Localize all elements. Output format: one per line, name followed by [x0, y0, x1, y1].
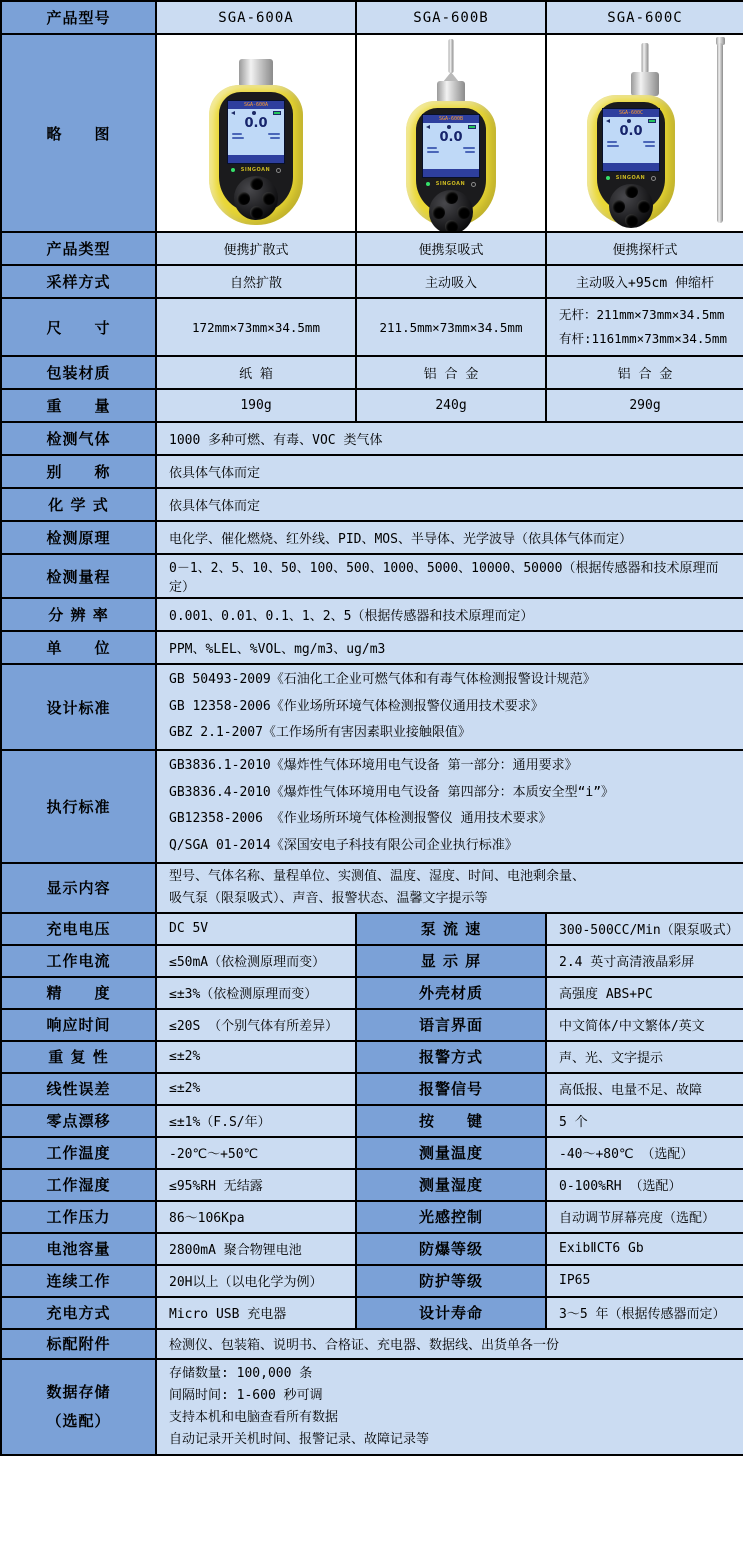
spec-value-right: 0-100%RH （选配） — [546, 1169, 743, 1201]
storage-line: 存储数量: 100,000 条 — [169, 1365, 313, 1381]
data-storage-row — [1, 1359, 743, 1455]
row-label: 别 称 — [1, 455, 156, 488]
row-label: 产品类型 — [1, 232, 156, 265]
row-label: 执行标准 — [1, 750, 156, 863]
fan-icon — [447, 125, 451, 129]
storage-label-line1: 数据存储 — [46, 1383, 111, 1402]
row-value: PPM、%LEL、%VOL、mg/m3、ug/m3 — [156, 631, 743, 664]
standard-line: Q/SGA 01-2014《深国安电子科技有限公司企业执行标准》 — [169, 837, 518, 853]
telescopic-rod — [717, 43, 723, 223]
sketch-label: 略 图 — [1, 34, 156, 232]
display-content-value — [156, 863, 743, 913]
spec-value-left: 20H以上（以电化学为例） — [156, 1265, 356, 1297]
spec-value-left: Micro USB 充电器 — [156, 1297, 356, 1329]
spec-label-right: 防护等级 — [356, 1265, 546, 1297]
spec-label-right: 测量温度 — [356, 1137, 546, 1169]
row-label: 尺 寸 — [1, 298, 156, 356]
storage-line: 支持本机和电脑查看所有数据 — [169, 1409, 339, 1425]
display-lines — [169, 866, 737, 910]
full-width-row — [1, 631, 743, 664]
spec-row — [1, 977, 743, 1009]
spec-value-right: 300-500CC/Min（限泵吸式） — [546, 913, 743, 945]
left-button — [432, 206, 445, 219]
device-body — [406, 101, 496, 227]
sensor-cap — [437, 81, 465, 103]
row-label: 包装材质 — [1, 356, 156, 389]
spec-value-left: ≤±1%（F.S/年） — [156, 1105, 356, 1137]
brand-line — [219, 167, 293, 173]
full-width-row — [1, 422, 743, 455]
button-pad — [429, 190, 473, 232]
spec-label-right: 报警信号 — [356, 1073, 546, 1105]
screen-status-icons — [423, 123, 479, 130]
spec-value-left: 86～106Kpa — [156, 1201, 356, 1233]
screen-reading: 0.0 — [244, 116, 268, 131]
battery-icon — [468, 125, 476, 129]
spec-value-left: ≤20S （个别气体有所差异） — [156, 1009, 356, 1041]
row-label: 分 辨 率 — [1, 598, 156, 631]
spec-value-right: 2.4 英寸高清液晶彩屏 — [546, 945, 743, 977]
row-value: 依具体气体而定 — [156, 455, 743, 488]
spec-row — [1, 1201, 743, 1233]
screen-title: SGA-600B — [423, 115, 479, 123]
spec-value-right: 高强度 ABS+PC — [546, 977, 743, 1009]
storage-value — [156, 1359, 743, 1455]
standard-line: GB12358-2006 《作业场所环境气体检测报警仪 通用技术要求》 — [169, 811, 552, 827]
device-screen — [602, 108, 660, 172]
spec-label-left: 重 复 性 — [1, 1041, 156, 1073]
spec-label-right: 光感控制 — [356, 1201, 546, 1233]
spec-label-right: 外壳材质 — [356, 977, 546, 1009]
footer-section — [1, 1329, 743, 1455]
row-label: 标配附件 — [1, 1329, 156, 1359]
screen-datetime-bar — [423, 169, 479, 177]
speaker-icon — [426, 125, 430, 129]
spec-value-left: ≤±2% — [156, 1041, 356, 1073]
menu-button — [445, 191, 458, 204]
header-label: 产品型号 — [1, 1, 156, 34]
spec-label-left: 连续工作 — [1, 1265, 156, 1297]
general-spec-section — [1, 422, 743, 664]
product-attribute-row — [1, 356, 743, 389]
battery-icon — [648, 119, 656, 123]
right-button — [637, 200, 650, 213]
spec-value-right: 自动调节屏幕亮度（选配） — [546, 1201, 743, 1233]
brand-text: SINGOAN — [240, 167, 271, 173]
model-name-a: SGA-600A — [156, 1, 356, 34]
brand-line — [416, 181, 486, 187]
screen-data-line — [603, 141, 659, 143]
screen-data-line — [228, 137, 284, 139]
value-a: 纸 箱 — [156, 356, 356, 389]
standard-line: GB 12358-2006《作业场所环境气体检测报警仪通用技术要求》 — [169, 698, 544, 714]
row-label: 设计标准 — [1, 664, 156, 750]
device-illustration-a — [157, 35, 355, 231]
value-c: 主动吸入+95cm 伸缩杆 — [546, 265, 743, 298]
row-label: 检测原理 — [1, 521, 156, 554]
row-value: 电化学、催化燃烧、红外线、PID、MOS、半导体、光学波导（依具体气体而定） — [156, 521, 743, 554]
device-illustration-b — [357, 35, 545, 231]
display-line: 吸气泵（限泵吸式）、声音、报警状态、温馨文字提示等 — [169, 890, 488, 906]
battery-icon — [273, 111, 281, 115]
spec-value-right: -40～+80℃ （选配） — [546, 1137, 743, 1169]
spec-label-left: 工作压力 — [1, 1201, 156, 1233]
led-indicator — [231, 168, 235, 172]
device-screen — [227, 100, 285, 164]
spec-row — [1, 1073, 743, 1105]
value-a: 190g — [156, 389, 356, 422]
right-button — [262, 192, 275, 205]
enter-button — [625, 214, 638, 227]
value-b: 便携泵吸式 — [356, 232, 546, 265]
storage-line: 自动记录开关机时间、报警记录、故障记录等 — [169, 1431, 430, 1447]
spec-row — [1, 1233, 743, 1265]
sensor-cap — [631, 72, 659, 96]
full-width-row — [1, 488, 743, 521]
display-content-row — [1, 863, 743, 913]
exec-standard-value — [156, 750, 743, 863]
screen-title: SGA-600A — [228, 101, 284, 109]
screen-data-line — [423, 147, 479, 149]
brand-line — [597, 175, 665, 181]
header-row — [1, 1, 743, 34]
pump-probe — [642, 43, 649, 73]
enter-button — [445, 220, 458, 232]
spec-value-left: DC 5V — [156, 913, 356, 945]
size-c — [546, 298, 743, 356]
button-pad — [609, 184, 653, 228]
screen-data-line — [228, 133, 284, 135]
spec-label-right: 语言界面 — [356, 1009, 546, 1041]
spec-label-left: 零点漂移 — [1, 1105, 156, 1137]
screen-reading: 0.0 — [439, 130, 463, 145]
led-indicator — [426, 182, 430, 186]
spec-row — [1, 1297, 743, 1329]
spec-value-left: ≤±2% — [156, 1073, 356, 1105]
screen-status-icons — [228, 109, 284, 116]
size-section — [1, 298, 743, 356]
spec-row — [1, 1041, 743, 1073]
value-b: 铝 合 金 — [356, 356, 546, 389]
spec-value-right: 高低报、电量不足、故障 — [546, 1073, 743, 1105]
device-screen — [422, 114, 480, 178]
brand-text: SINGOAN — [615, 175, 646, 181]
spec-label-left: 充电方式 — [1, 1297, 156, 1329]
spec-label-right: 按 键 — [356, 1105, 546, 1137]
type-sampling-section — [1, 232, 743, 298]
row-label: 单 位 — [1, 631, 156, 664]
spec-row — [1, 1265, 743, 1297]
standards-section — [1, 664, 743, 913]
fan-icon — [627, 119, 631, 123]
screen-datetime-bar — [228, 155, 284, 163]
size-c-with-rod: 有杆:1161mm×73mm×34.5mm — [559, 331, 727, 346]
spec-label-left: 充电电压 — [1, 913, 156, 945]
speaker-icon — [606, 119, 610, 123]
row-label — [1, 1359, 156, 1455]
spec-label-left: 响应时间 — [1, 1009, 156, 1041]
row-label: 重 量 — [1, 389, 156, 422]
device-faceplate — [416, 108, 486, 215]
power-icon — [471, 182, 476, 187]
storage-label-line2: （选配） — [46, 1411, 111, 1430]
device-faceplate — [219, 92, 293, 213]
spec-row — [1, 1009, 743, 1041]
screen-status-icons — [603, 117, 659, 124]
product-attribute-row — [1, 232, 743, 265]
row-value: 0－1、2、5、10、50、100、500、1000、5000、10000、50000（根据传感器和技术原理而定） — [156, 554, 743, 598]
screen-reading: 0.0 — [619, 124, 643, 139]
spec-value-right: 5 个 — [546, 1105, 743, 1137]
spec-value-right: 声、光、文字提示 — [546, 1041, 743, 1073]
menu-button — [250, 177, 263, 190]
value-b: 240g — [356, 389, 546, 422]
sketch-row — [1, 34, 743, 232]
screen-title: SGA-600C — [603, 109, 659, 117]
size-row — [1, 298, 743, 356]
row-label: 化 学 式 — [1, 488, 156, 521]
spec-value-right: 3～5 年（根据传感器而定） — [546, 1297, 743, 1329]
spec-label-left: 工作湿度 — [1, 1169, 156, 1201]
brand-text: SINGOAN — [435, 181, 466, 187]
standard-line: GB3836.4-2010《爆炸性气体环境用电气设备 第四部分：本质安全型“i”》 — [169, 784, 615, 800]
standard-line: GBZ 2.1-2007《工作场所有害因素职业接触限值》 — [169, 725, 471, 741]
sensor-cap — [239, 59, 273, 87]
standard-line: GB 50493-2009《石油化工企业可燃气体和有毒气体检测报警设计规范》 — [169, 672, 596, 688]
spec-value-left: ≤±3%（依检测原理而变） — [156, 977, 356, 1009]
spec-label-left: 工作温度 — [1, 1137, 156, 1169]
product-attribute-row — [1, 265, 743, 298]
product-image-a — [156, 34, 356, 232]
value-b: 主动吸入 — [356, 265, 546, 298]
spec-value-right: IP65 — [546, 1265, 743, 1297]
value-a: 自然扩散 — [156, 265, 356, 298]
power-icon — [276, 168, 281, 173]
left-button — [237, 192, 250, 205]
power-icon — [651, 176, 656, 181]
header-section — [1, 1, 743, 232]
product-attribute-row — [1, 389, 743, 422]
spec-row — [1, 1169, 743, 1201]
model-name-c: SGA-600C — [546, 1, 743, 34]
spec-row — [1, 913, 743, 945]
fan-icon — [252, 111, 256, 115]
device-body — [587, 95, 675, 225]
storage-line: 间隔时间: 1-600 秒可调 — [169, 1387, 323, 1403]
model-name-b: SGA-600B — [356, 1, 546, 34]
pump-probe — [449, 39, 454, 73]
menu-button — [625, 185, 638, 198]
size-c-no-rod: 无杆：211mm×73mm×34.5mm — [559, 307, 725, 323]
row-value: 依具体气体而定 — [156, 488, 743, 521]
product-image-c — [546, 34, 743, 232]
full-width-row — [1, 554, 743, 598]
screen-data-line — [603, 145, 659, 147]
full-width-row — [1, 521, 743, 554]
design-standard-value — [156, 664, 743, 750]
spec-label-right: 防爆等级 — [356, 1233, 546, 1265]
full-width-row — [1, 598, 743, 631]
led-indicator — [606, 176, 610, 180]
accessories-row — [1, 1329, 743, 1359]
accessories-value: 检测仪、包装箱、说明书、合格证、充电器、数据线、出货单各一份 — [156, 1329, 743, 1359]
device-body — [209, 85, 303, 225]
row-label: 采样方式 — [1, 265, 156, 298]
spec-label-right: 测量湿度 — [356, 1169, 546, 1201]
row-label: 检测量程 — [1, 554, 156, 598]
spec-label-left: 精 度 — [1, 977, 156, 1009]
value-c: 290g — [546, 389, 743, 422]
spec-label-right: 泵 流 速 — [356, 913, 546, 945]
spec-row — [1, 1105, 743, 1137]
spec-row — [1, 1137, 743, 1169]
standard-line: GB3836.1-2010《爆炸性气体环境用电气设备 第一部分：通用要求》 — [169, 758, 578, 773]
enter-button — [250, 206, 263, 219]
spec-label-left: 工作电流 — [1, 945, 156, 977]
spec-value-left: ≤95%RH 无结露 — [156, 1169, 356, 1201]
spec-label-left: 线性误差 — [1, 1073, 156, 1105]
design-standard-row — [1, 664, 743, 750]
button-pad — [234, 176, 278, 220]
device-illustration-c — [547, 35, 743, 231]
pack-weight-section — [1, 356, 743, 422]
size-b: 211.5mm×73mm×34.5mm — [356, 298, 546, 356]
right-button — [457, 206, 470, 219]
spec-label-right: 报警方式 — [356, 1041, 546, 1073]
display-line: 型号、气体名称、量程单位、实测值、温度、湿度、时间、电池剩余量、 — [169, 868, 586, 884]
spec-value-left: ≤50mA（依检测原理而变） — [156, 945, 356, 977]
product-image-b — [356, 34, 546, 232]
exec-standard-row — [1, 750, 743, 863]
spec-label-right: 设计寿命 — [356, 1297, 546, 1329]
spec-label-right: 显 示 屏 — [356, 945, 546, 977]
row-value: 0.001、0.01、0.1、1、2、5（根据传感器和技术原理而定） — [156, 598, 743, 631]
value-c: 便携探杆式 — [546, 232, 743, 265]
row-label: 检测气体 — [1, 422, 156, 455]
spec-value-left: -20℃～+50℃ — [156, 1137, 356, 1169]
left-button — [612, 200, 625, 213]
value-c: 铝 合 金 — [546, 356, 743, 389]
standard-lines — [169, 753, 737, 860]
spec-value-right: 中文简体/中文繁体/英文 — [546, 1009, 743, 1041]
row-value: 1000 多种可燃、有毒、VOC 类气体 — [156, 422, 743, 455]
storage-lines — [169, 1363, 737, 1451]
screen-datetime-bar — [603, 163, 659, 171]
detail-spec-section — [1, 913, 743, 1329]
value-a: 便携扩散式 — [156, 232, 356, 265]
row-label: 显示内容 — [1, 863, 156, 913]
speaker-icon — [231, 111, 235, 115]
spec-value-left: 2800mA 聚合物锂电池 — [156, 1233, 356, 1265]
full-width-row — [1, 455, 743, 488]
spec-label-left: 电池容量 — [1, 1233, 156, 1265]
device-faceplate — [597, 102, 665, 213]
screen-data-line — [423, 151, 479, 153]
standard-lines — [169, 667, 737, 747]
size-a: 172mm×73mm×34.5mm — [156, 298, 356, 356]
spec-row — [1, 945, 743, 977]
spec-value-right: ExibⅡCT6 Gb — [546, 1233, 743, 1265]
